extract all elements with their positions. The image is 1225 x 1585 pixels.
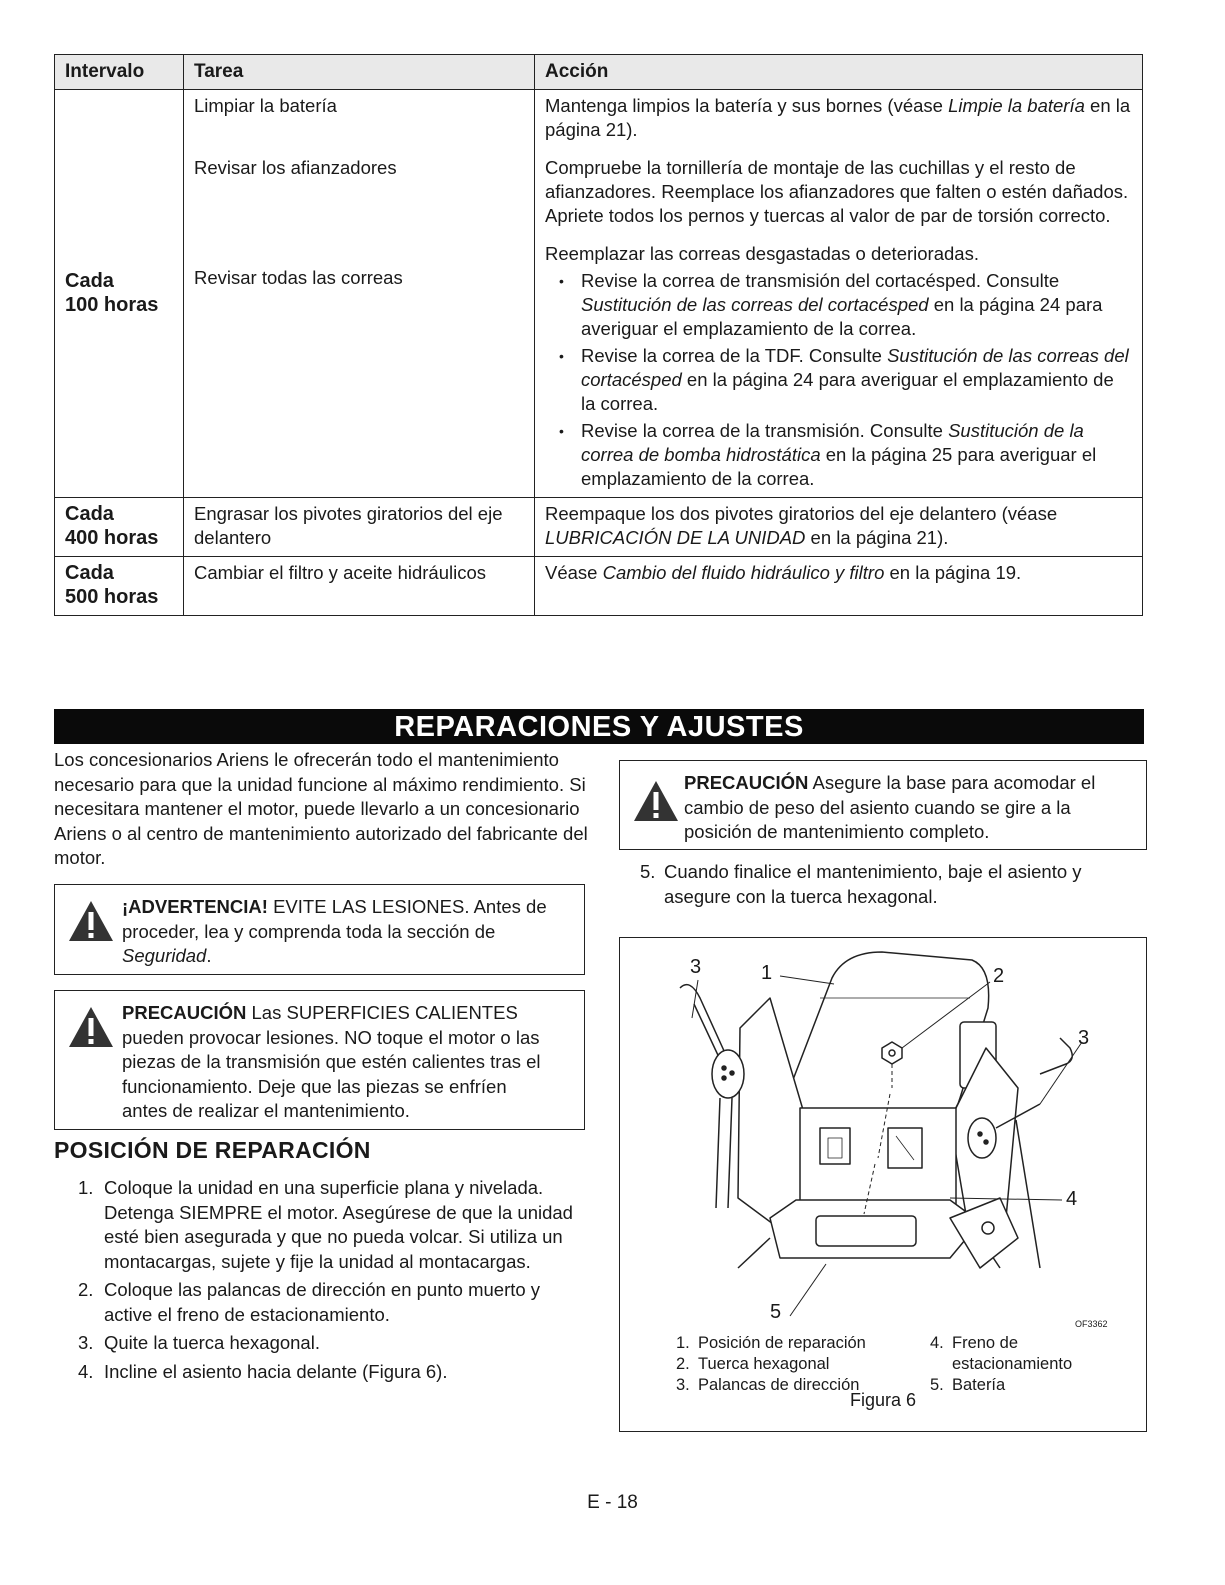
- warning-triangle-icon: [67, 1005, 115, 1049]
- callout-5: 5: [770, 1301, 782, 1323]
- table-row: [55, 557, 1143, 616]
- legend-item: 3. Palancas de dirección: [676, 1376, 860, 1394]
- header-tarea: Tarea: [184, 55, 535, 90]
- table-header-row: [55, 55, 1143, 90]
- warning-box: ¡ADVERTENCIA! EVITE LAS LESIONES. Antes de proceder, lea y comprenda toda la sección de Seguridad.: [54, 884, 585, 975]
- header-accion: Acción: [535, 55, 1143, 90]
- section-heading: POSICIÓN DE REPARACIÓN: [54, 1137, 371, 1163]
- table-row: [55, 90, 1143, 498]
- action-belts: Reemplazar las correas desgastadas o deterioradas. • Revise la correa de transmisión del cortacésped. Consulte Sustitución de las correas del cortacésped en la página 24 para averiguar el emplazamiento de la correa. • Revise la correa de la TDF. Consulte Sustitución de las correas del cortacésped en la página 24 para averiguar el emplazamiento de la correa. • Revise la correa de la transmisión. Consulte Sustitución de la correa de bomba hidrostática en la página 25 para averiguar el emplazamiento de la correa.: [545, 242, 1132, 491]
- legend-item: 1. Posición de reparación: [676, 1334, 866, 1352]
- list-item: 3. Quite la tuerca hexagonal.: [78, 1332, 320, 1353]
- callout-3-left: 3: [690, 956, 702, 978]
- task-cell: [184, 90, 535, 498]
- action-fasteners: Compruebe la tornillería de montaje de las cuchillas y el resto de afianzadores. Reemplace los afianzadores que falten o estén dañados. Apriete todos los pernos y tuercas al valor de par de torsión correcto.: [545, 157, 1129, 226]
- caution-hot-surfaces-box: PRECAUCIÓN Las SUPERFICIES CALIENTES pueden provocar lesiones. NO toque el motor o las piezas de la transmisión que estén calientes tras el funcionamiento. Deje que las piezas se enfríen antes de realizar el mantenimiento.: [54, 990, 585, 1130]
- table-row: [55, 498, 1143, 557]
- task-item: Limpiar la batería: [194, 95, 337, 116]
- warning-triangle-icon: [67, 899, 115, 943]
- figure-legend-left: [676, 1333, 906, 1396]
- header-intervalo: Intervalo: [55, 55, 184, 90]
- mower-service-position-illustration: [620, 938, 1148, 1338]
- list-item: • Revise la correa de la transmisión. Consulte Sustitución de la correa de bomba hidrostática en la página 25 para averiguar el emplazamiento de la correa.: [559, 419, 1132, 491]
- legend-item: 4. Freno de estacionamiento: [930, 1334, 1073, 1373]
- figure-caption: Figura 6: [849, 1390, 917, 1410]
- legend-item: 2. Tuerca hexagonal: [676, 1355, 830, 1373]
- interval-cell: Cada 100 horas: [55, 90, 184, 498]
- task-item: Revisar los afianzadores: [194, 157, 397, 178]
- callout-1: 1: [761, 962, 773, 984]
- task-cell: Cambiar el filtro y aceite hidráulicos: [184, 557, 535, 616]
- figure-legend-right: [930, 1333, 1110, 1396]
- warning-triangle-icon: [632, 779, 680, 823]
- list-item: 2. Coloque las palancas de dirección en punto muerto y active el freno de estacionamiento.: [78, 1279, 541, 1325]
- section-banner: REPARACIONES Y AJUSTES: [54, 709, 1144, 744]
- list-item: 4. Incline el asiento hacia delante (Figura 6).: [78, 1360, 448, 1382]
- interval-cell: Cada 500 horas: [55, 557, 184, 616]
- action-cell: [535, 90, 1143, 498]
- interval-cell: Cada 400 horas: [55, 498, 184, 557]
- list-item: • Revise la correa de transmisión del cortacésped. Consulte Sustitución de las correas del cortacésped en la página 24 para averiguar el emplazamiento de la correa.: [559, 269, 1132, 341]
- caution-seat-box: PRECAUCIÓN Asegure la base para acomodar el cambio de peso del asiento cuando se gire a la posición de mantenimiento completo.: [619, 760, 1147, 850]
- steps-list: [72, 1176, 592, 1388]
- task-cell: Engrasar los pivotes giratorios del eje delantero: [184, 498, 535, 557]
- task-item: Revisar todas las correas: [194, 267, 403, 288]
- figure-code: OF3362: [1075, 1319, 1108, 1329]
- callout-3-right: 3: [1078, 1027, 1090, 1049]
- step-5: 5. Cuando finalice el mantenimiento, baje el asiento y asegure con la tuerca hexagonal.: [640, 861, 1082, 907]
- action-battery: Mantenga limpios la batería y sus bornes (véase Limpie la batería en la página 21).: [545, 95, 1131, 140]
- callout-4: 4: [1066, 1188, 1078, 1210]
- action-cell: Reempaque los dos pivotes giratorios del eje delantero (véase LUBRICACIÓN DE LA UNIDAD en la página 21).: [535, 498, 1143, 557]
- list-item: • Revise la correa de la TDF. Consulte Sustitución de las correas del cortacésped en la página 24 para averiguar el emplazamiento de la correa.: [559, 344, 1132, 416]
- page-number: E - 18: [587, 1492, 638, 1513]
- callout-2: 2: [993, 965, 1005, 987]
- maintenance-table: [54, 54, 1143, 616]
- intro-paragraph: Los concesionarios Ariens le ofrecerán todo el mantenimiento necesario para que la unidad funcione al máximo rendimiento. Si necesitara mantener el motor, puede llevarlo a un concesionario Ariens o al centro de mantenimiento autorizado del fabricante del motor.: [54, 749, 588, 868]
- action-cell: Véase Cambio del fluido hidráulico y filtro en la página 19.: [535, 557, 1143, 616]
- list-item: 1. Coloque la unidad en una superficie plana y nivelada. Detenga SIEMPRE el motor. Asegúrese de que la unidad esté bien asegurada y que no pueda volcar. Si utiliza un montacargas, sujete y fije la unidad al montacargas.: [78, 1177, 573, 1272]
- figure-6: [619, 937, 1147, 1432]
- legend-item: 5. Batería: [930, 1376, 1006, 1394]
